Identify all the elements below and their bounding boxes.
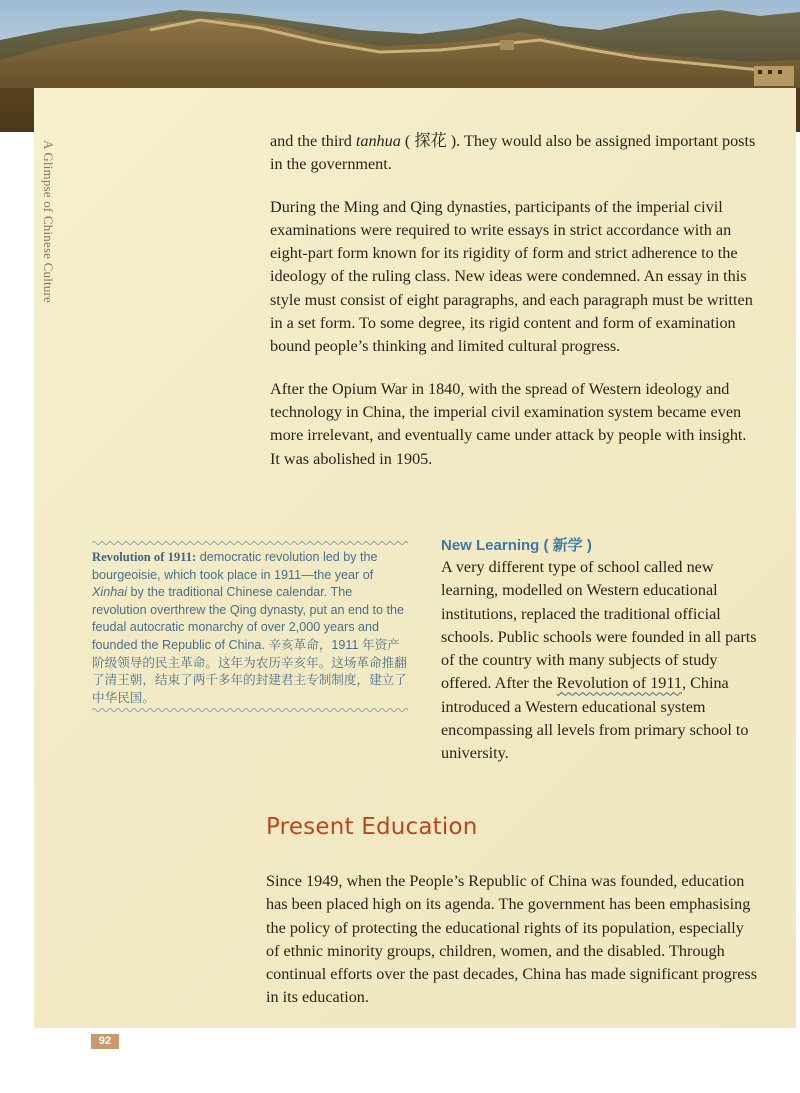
wavy-rule-top <box>92 540 408 546</box>
new-learning-paragraph <box>441 556 757 766</box>
sidebar-text-a: democratic revolution led by the bourgeoisie, which took place in 1911—the year of <box>92 550 378 582</box>
tanhua-term: tanhua <box>355 132 401 150</box>
paragraph-tanhua-text-a: and the third <box>270 132 356 150</box>
paragraph-tanhua-text-b: ( 探花 ). They would also be assigned important posts in the government. <box>270 132 756 174</box>
sidebar-xinhai: Xinhai <box>92 585 128 600</box>
sidebar-chinese-text: 辛亥革命，1911 年资产阶级领导的民主革命。这年为农历辛亥年。这场革命推翻了清王朝，结束了两千多年的封建君主专制制度，建立了中华民国。 <box>92 637 407 705</box>
sidebar-body <box>92 549 408 707</box>
sidebar-text-b: by the traditional Chinese calendar. The revolution overthrew the Qing dynasty, put an end to the feudal autocratic monarchy of over 2,000 years and founded the Republic of China. <box>92 585 405 652</box>
paragraph-opium-war: After the Opium War in 1840, with the spread of Western ideology and technology in China, the imperial civil examination system became even more irrelevant, and eventually came under attack by people with insight. It was abolished in 1905. <box>270 379 747 468</box>
wavy-rule-bottom <box>92 707 408 713</box>
running-title-text: A Glimpse of Chinese Culture <box>41 140 56 304</box>
paragraph-tanhua <box>270 130 760 177</box>
new-learning-body <box>441 556 757 766</box>
paragraph-eight-part-essay: During the Ming and Qing dynasties, participants of the imperial civil examinations were required to write essays in strict accordance with an eight-part form known for its rigidity of form and strict adherence to the ideology of the ruling class. New ideas were condemned. An essay in this style must consist of eight paragraphs, and each paragraph must be written in a set form. To some degree, its rigid content and form of examination bound people’s thinking and limited cultural progress. <box>270 197 753 356</box>
new-learning-text-a: A very different type of school called new learning, modelled on Western educational institutions, replaced the traditional official schools. Public schools were founded in all parts of the country with many subjects of study offered. After the <box>441 558 757 693</box>
sidebar-note-revolution-1911 <box>92 540 408 713</box>
page-number-badge: 92 <box>91 1034 119 1049</box>
banner-edge-shadow <box>0 88 34 132</box>
new-learning-heading: New Learning ( 新学 ) <box>441 537 592 554</box>
main-column <box>270 130 760 490</box>
present-education-paragraph: Since 1949, when the People’s Republic of China was founded, education has been placed high on its agenda. The government has been emphasising the policy of protecting the educational rights of its population, especially of ethnic minority groups, children, women, and the disabled. Through continual efforts over the past decades, China has made significant progress in its education. <box>266 872 758 1007</box>
sidebar-term: Revolution of 1911: <box>92 550 197 564</box>
present-education-heading: Present Education <box>266 814 478 840</box>
revolution-1911-glossary-link[interactable]: Revolution of 1911 <box>556 674 682 693</box>
running-title <box>36 140 60 304</box>
new-learning-text-b: , China introduced a Western educational system encompassing all levels from primary school to university. <box>441 674 749 763</box>
